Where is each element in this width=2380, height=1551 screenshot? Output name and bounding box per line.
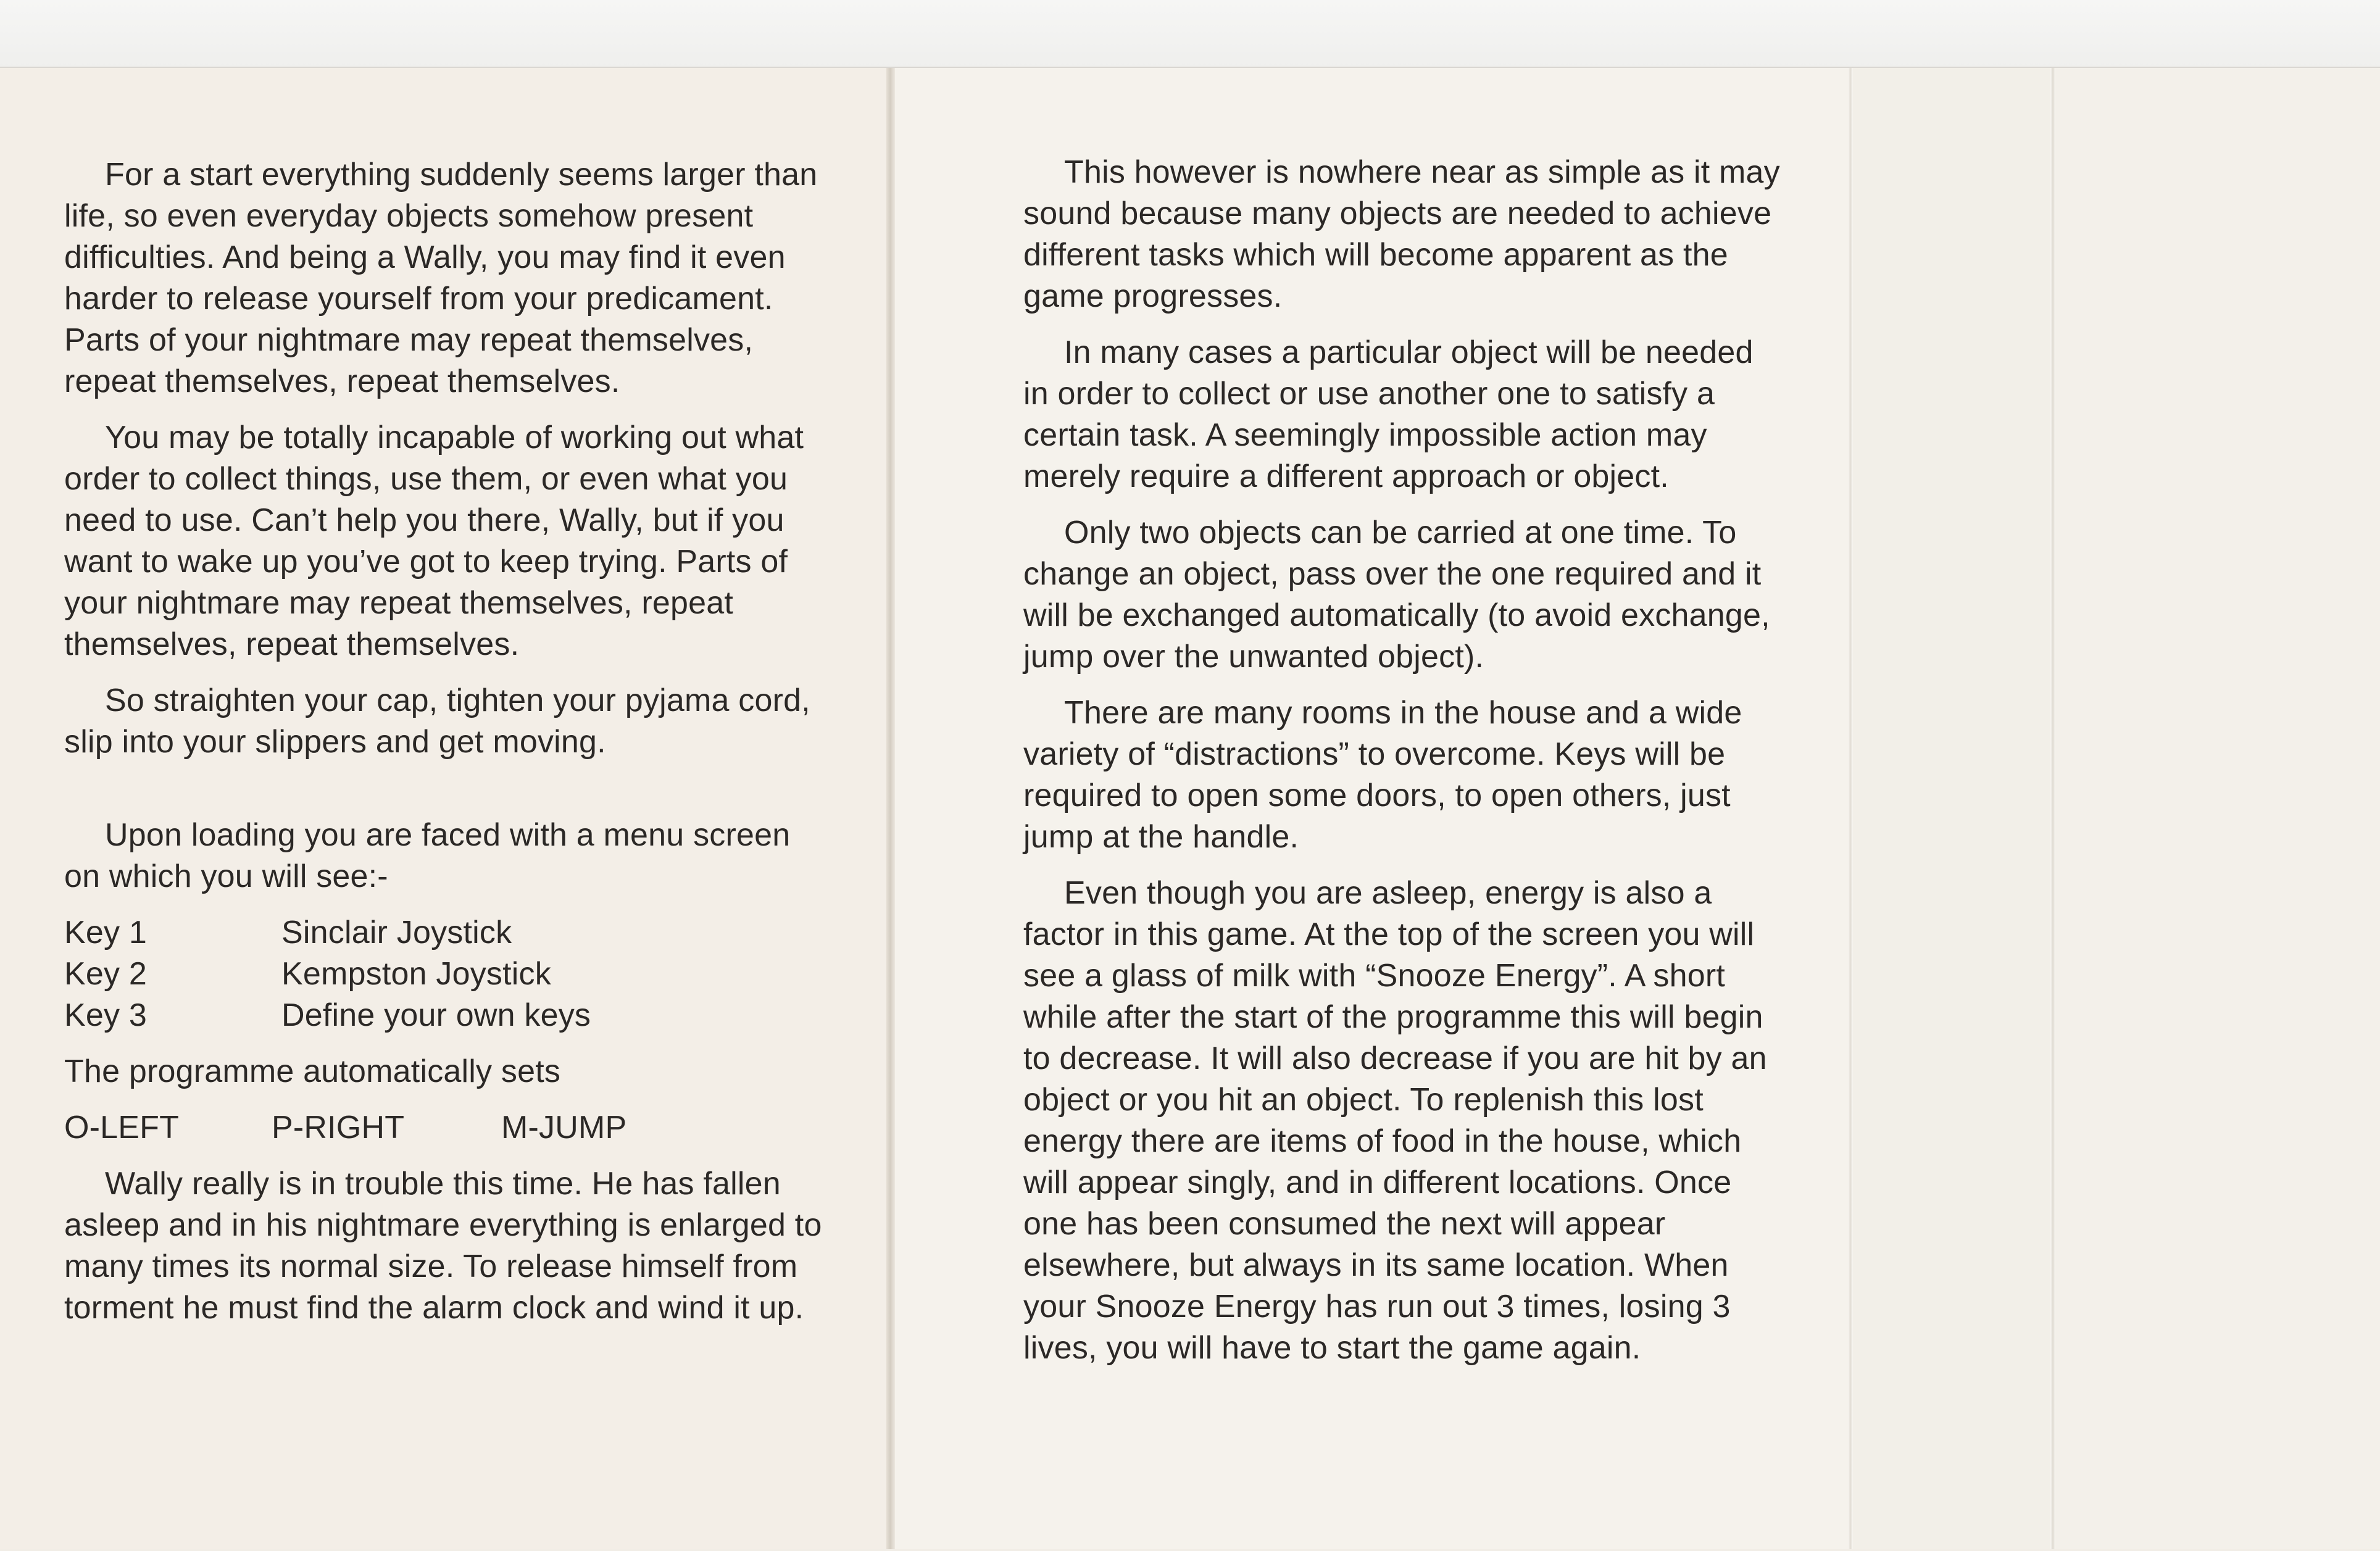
flap-crease-1 (1848, 68, 1853, 1549)
key-label: Define your own keys (281, 997, 591, 1033)
auto-sets-text: The programme automatically sets (64, 1054, 561, 1089)
paragraph: Even though you are asleep, energy is also a factor in this game. At the top of the screen you will see a glass of milk with “Snooze Energy”. A short while after the start of the programme this will begin to decrease. It will also decrease if you are hit by an object or you hit an object. To replenish this lost energy there are items of food in the house, which will appear singly, and in different locations. Once one has been consumed the next will appear elsewhere, but always in its same location. When your Snooze Energy has run out 3 times, losing 3 lives, you will have to start the game again. (1023, 875, 1767, 1366)
paragraph: You may be totally incapable of working out what order to collect things, use them, or even what you need to use. Can’t help you there, Wally, but if you want to wake up you’ve got to keep trying. Parts of your nightmare may repeat themselves, repeat themselves, repeat themselves. (64, 420, 804, 662)
scan-background (0, 0, 2380, 68)
paragraph: This however is nowhere near as simple as it may sound because many objects are needed to achieve different tasks which will become apparent as the game progresses. (1023, 154, 1780, 314)
key-options-table (64, 912, 830, 1036)
paragraph: For a start everything suddenly seems larger than life, so even everyday objects somehow present difficulties. And being a Wally, you may find it even harder to release yourself from your predicament. Parts of your nightmare may repeat themselves, repeat themselves, repeat themselves. (64, 157, 818, 399)
control-jump: M-JUMP (501, 1110, 627, 1146)
key-label: Kempston Joystick (281, 956, 551, 992)
menu-intro: Upon loading you are faced with a menu screen on which you will see:- (64, 817, 791, 894)
default-controls (64, 1107, 830, 1149)
fold-flap-narrow (1849, 68, 2053, 1549)
key-option-row (64, 954, 830, 995)
key-name: Key 3 (64, 997, 147, 1033)
key-name: Key 1 (64, 915, 147, 950)
left-page-text (64, 154, 830, 1344)
paragraph: Only two objects can be carried at one time. To change an object, pass over the one required and it will be exchanged automatically (to avoid exchange, jump over the unwanted object). (1023, 515, 1770, 675)
paragraph: In many cases a particular object will be needed in order to collect or use another one to satisfy a certain task. A seemingly impossible action may merely require a different approach or object. (1023, 335, 1754, 494)
paragraph: So straighten your cap, tighten your pyjama cord, slip into your slippers and get moving. (64, 683, 810, 760)
fold-flap-outer (2053, 68, 2380, 1549)
paragraph: There are many rooms in the house and a wide variety of “distractions” to overcome. Keys will be required to open some doors, to open others, just jump at the handle. (1023, 695, 1742, 855)
control-right: P-RIGHT (272, 1110, 405, 1146)
flap-crease-2 (2050, 68, 2055, 1549)
key-option-row (64, 995, 830, 1036)
paragraph: Wally really is in trouble this time. He has fallen asleep and in his nightmare everything is enlarged to many times its normal size. To release himself from torment he must find the alarm clock and wind it up. (64, 1166, 822, 1326)
key-name: Key 2 (64, 956, 147, 992)
key-label: Sinclair Joystick (281, 915, 512, 950)
control-left: O-LEFT (64, 1110, 180, 1146)
right-page-text (1023, 152, 1783, 1384)
centre-fold-crease (886, 68, 895, 1549)
key-option-row (64, 912, 830, 954)
